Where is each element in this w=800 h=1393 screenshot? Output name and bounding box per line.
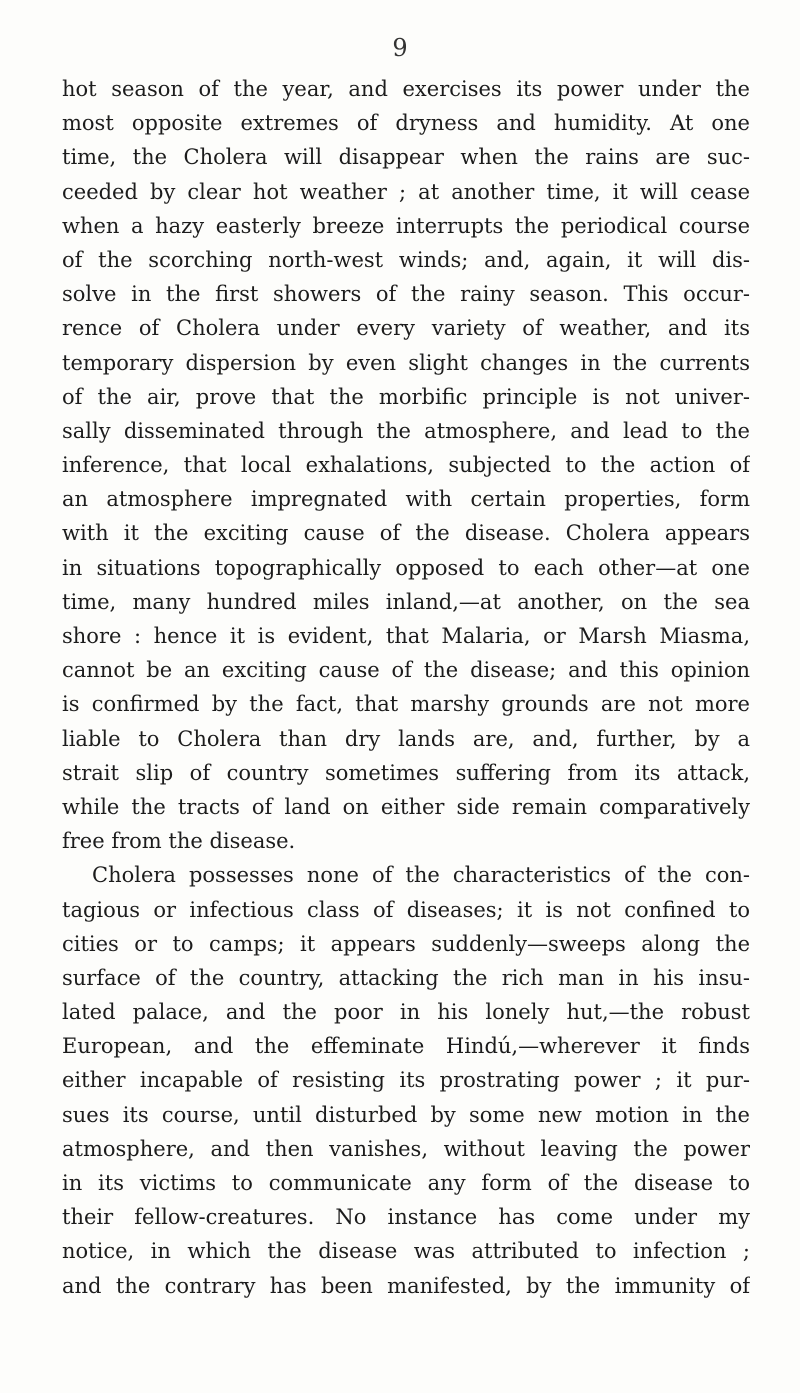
text-line: atmosphere, and then vanishes, without leaving the power xyxy=(62,1136,750,1161)
text-line: tagious or infectious class of diseases; it is not confined to xyxy=(62,897,750,922)
text-line: with it the exciting cause of the disease. Cholera appears xyxy=(62,521,750,546)
body-text xyxy=(62,72,750,1303)
page-number: 9 xyxy=(392,34,408,62)
text-line-paragraph-end: free from the disease. xyxy=(62,829,296,854)
text-line: shore : hence it is evident, that Malaria, or Marsh Miasma, xyxy=(62,624,750,648)
text-line: in situations topographically opposed to each other—at one xyxy=(62,555,750,580)
text-line: of the scorching north-west winds; and, again, it will dis- xyxy=(62,247,750,272)
text-line: of the air, prove that the morbific principle is not univer- xyxy=(62,384,750,409)
text-line: an atmosphere impregnated with certain properties, form xyxy=(62,487,750,512)
text-line: time, the Cholera will disappear when the rains are suc- xyxy=(62,145,750,170)
text-line: while the tracts of land on either side remain comparatively xyxy=(62,794,750,819)
text-line: European, and the effeminate Hindú,—wherever it finds xyxy=(62,1034,750,1059)
text-line: most opposite extremes of dryness and humidity. At one xyxy=(62,111,750,136)
text-line: temporary dispersion by even slight changes in the currents xyxy=(62,350,750,375)
text-line: surface of the country, attacking the rich man in his insu- xyxy=(62,965,750,990)
text-line: in its victims to communicate any form of the disease to xyxy=(62,1171,750,1195)
text-line: cities or to camps; it appears suddenly—sweeps along the xyxy=(62,931,750,956)
text-line-paragraph-start: Cholera possesses none of the characteristics of the con- xyxy=(92,863,750,888)
text-line: time, many hundred miles inland,—at another, on the sea xyxy=(62,589,750,614)
text-line: rence of Cholera under every variety of weather, and its xyxy=(62,316,750,341)
text-line: either incapable of resisting its prostrating power ; it pur- xyxy=(62,1068,750,1093)
text-line: and the contrary has been manifested, by the immunity of xyxy=(62,1273,750,1298)
text-line: cannot be an exciting cause of the disease; and this opinion xyxy=(62,658,750,683)
text-line: notice, in which the disease was attributed to infection ; xyxy=(62,1239,750,1264)
text-line: ceeded by clear hot weather ; at another time, it will cease xyxy=(62,179,750,204)
text-line: sues its course, until disturbed by some new motion in the xyxy=(62,1102,750,1127)
text-line: hot season of the year, and exercises its power under the xyxy=(62,77,750,101)
text-line: strait slip of country sometimes suffering from its attack, xyxy=(62,760,750,785)
text-line: liable to Cholera than dry lands are, and, further, by a xyxy=(62,726,750,751)
text-line: sally disseminated through the atmosphere, and lead to the xyxy=(62,418,750,443)
text-line: lated palace, and the poor in his lonely hut,—the robust xyxy=(62,1000,750,1025)
text-line: their fellow-creatures. No instance has come under my xyxy=(62,1205,750,1230)
text-line: is confirmed by the fact, that marshy grounds are not more xyxy=(62,692,750,717)
text-line: when a hazy easterly breeze interrupts the periodical course xyxy=(62,213,750,238)
text-line: solve in the first showers of the rainy season. This occur- xyxy=(62,282,750,307)
text-line: inference, that local exhalations, subjected to the action of xyxy=(62,453,750,478)
